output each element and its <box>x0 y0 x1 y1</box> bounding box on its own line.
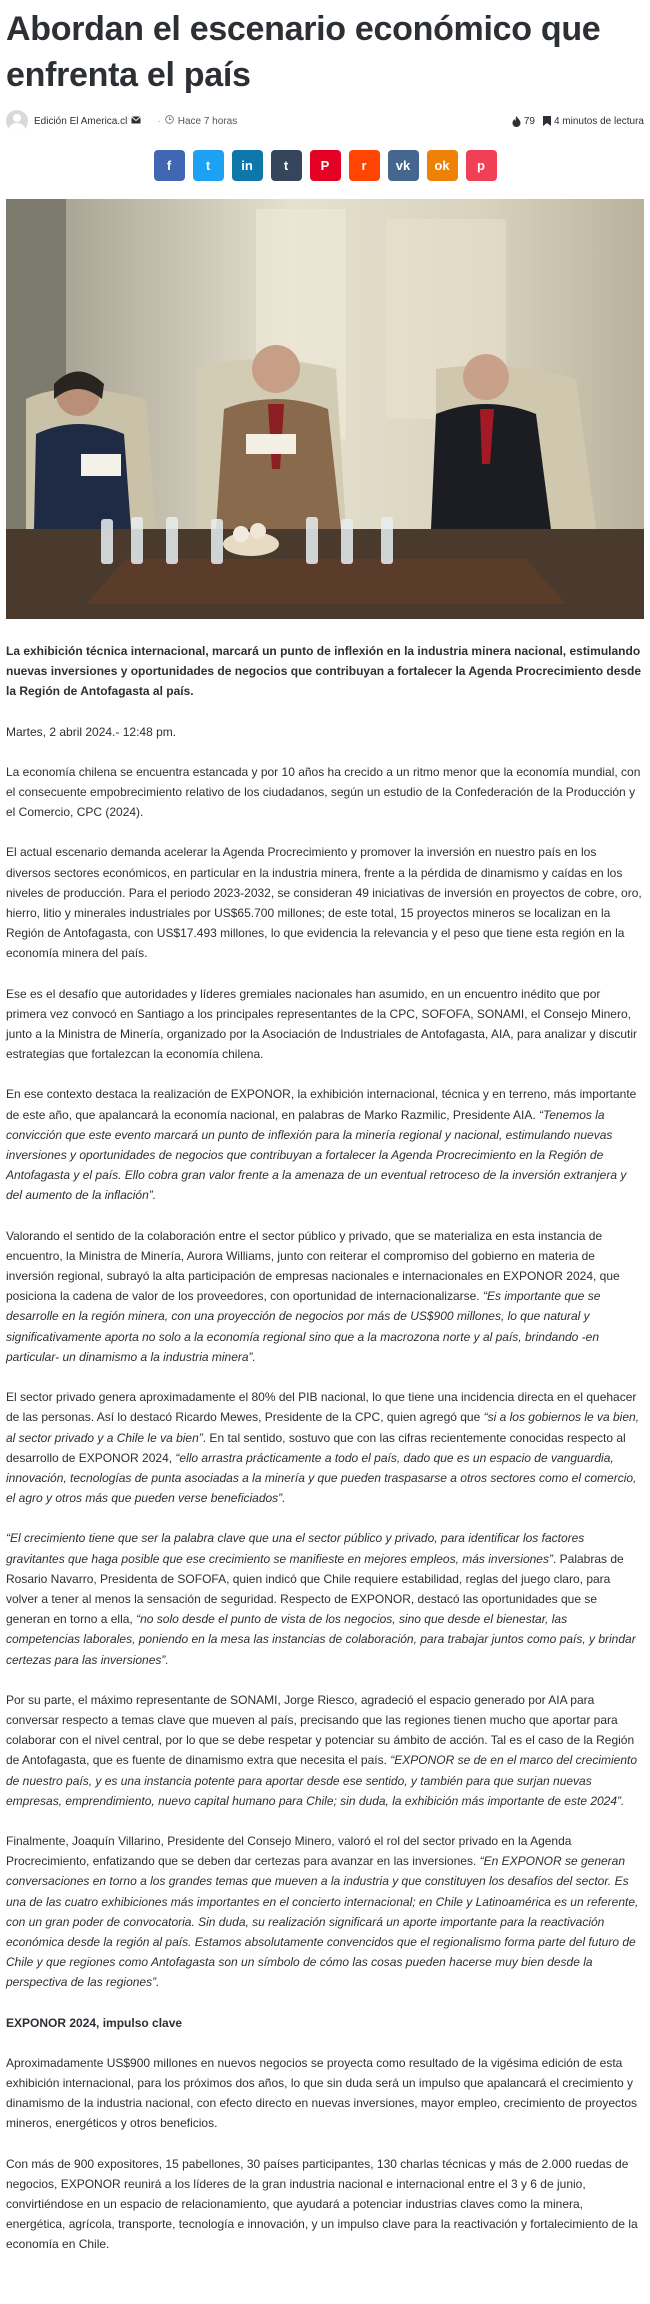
bookmark-icon <box>543 116 551 126</box>
paragraph-4-quote: “Tenemos la convicción que este evento marcará un punto de inflexión para la minería regional y nacional, estimulando nuevas inversiones y oportunidades de negocios que contribuyan a fortalecer la Agenda Procrecimiento en la Región de Antofagasta y el país. Ello cobra gran valor frente a la amenaza de un eventual retroceso de la inversión extranjera y del aumento de la inflación”. <box>6 1107 627 1203</box>
clock-icon <box>165 115 174 127</box>
paragraph-1: La economía chilena se encuentra estancada y por 10 años ha crecido a un ritmo menor que la economía mundial, con el consecuente empobrecimiento relativo de los ciudadanos, según un estudio de la Confederación de la Producción y el Comercio, CPC (2024). <box>6 764 641 820</box>
pinterest-icon: P <box>320 158 330 173</box>
article-body <box>6 641 644 2255</box>
twitter-icon: t <box>205 158 211 173</box>
separator-dot: · <box>157 115 161 127</box>
share-pinterest-button[interactable] <box>310 150 341 181</box>
time-ago: Hace 7 horas <box>177 115 238 127</box>
paragraph-8-quote: “EXPONOR se de en el marco del crecimiento de nuestro país, y es una instancia potente para aportar desde ese sentido, y también para que surjan nuevas empresas, emprendimiento, nuevo capital humano para Chile; sin duda, la exhibición más importante de este 2024”. <box>6 1753 638 1808</box>
views-count: 79 <box>523 115 535 127</box>
fire-icon <box>512 116 521 127</box>
paragraph-6-text-b: . En tal sentido, sostuvo que con las cifras recientemente conocidas respecto al desarrollo de EXPONOR 2024, <box>6 1430 626 1465</box>
paragraph-9-quote: “En EXPONOR se generan conversaciones en torno a los grandes temas que mueven a la industria y que constituyen los desafíos del sector. Es una de las cuatro exhibiciones más importantes en el concierto internacional; en Chile y Latinoamérica es un referente, con un gran poder de convocatoria. Sin duda, su realización significará un aporte importante para la reactivación económica desde la región al país. Estamos absolutamente convencidos que el regionalismo forma parte del futuro de Chile y que regiones como Antofagasta son un símbolo de cómo las cosas pueden hacerse muy bien desde la perspectiva de las regiones”. <box>6 1854 639 1990</box>
paragraph-5-quote: “Es importante que se desarrolle en la región minera, con una proyección de negocios por más de US$900 millones, lo que natural y significativamente aporta no solo a la economía regional sino que a la macrozona norte y al país, brindando -en particular- un dinamismo a la industria minera”. <box>6 1289 601 1364</box>
author-link[interactable]: Edición El America.cl <box>34 115 128 127</box>
article-meta <box>6 108 644 134</box>
article-title: Abordan el escenario económico que enfrenta el país <box>6 10 601 94</box>
odnoklassniki-icon: ok <box>434 158 450 173</box>
mail-icon[interactable] <box>131 116 141 127</box>
paragraph-7 <box>6 1528 642 1669</box>
share-tumblr-button[interactable] <box>271 150 302 181</box>
share-odnoklassniki-button[interactable] <box>427 150 458 181</box>
tumblr-icon: t <box>283 158 289 173</box>
paragraph-7-quote-a: “El crecimiento tiene que ser la palabra clave que una el sector público y privado, para identificar los factores gravitantes que haga posible que ese crecimiento se manifieste en mejores empleos, más inversiones” <box>6 1531 585 1566</box>
paragraph-5 <box>6 1226 642 1367</box>
paragraph-11: Con más de 900 expositores, 15 pabellones, 30 países participantes, 130 charlas técnicas y más de 2.000 ruedas de negocios, EXPONOR reunirá a los líderes de la gran industria nacional e internacional entre el 3 y 6 de junio, convirtiéndose en un espacio de relacionamiento, que ayudará a potenciar industrias claves como la minera, energética, agrícola, transporte, tecnología e innovación, y un impulso clave para la reactivación y fortalecimiento de la economía en Chile. <box>6 2156 638 2252</box>
vk-icon: vk <box>395 158 411 173</box>
paragraph-5-text: Valorando el sentido de la colaboración entre el sector público y privado, que se materializa en esta instancia de encuentro, la Ministra de Minería, Aurora Williams, junto con reiterar el compromiso del gobierno en materia de inversión regional, subrayó la alta participación de empresas nacionales e internacionales en EXPONOR 2024, que posiciona la cadena de valor de los proveedores, con oportunidad de internacionalizarse. <box>6 1228 620 1304</box>
section-subheading: EXPONOR 2024, impulso clave <box>6 2015 183 2030</box>
meeting-photo-icon <box>6 199 644 619</box>
paragraph-4 <box>6 1084 642 1205</box>
article-photo <box>6 199 644 619</box>
author-avatar[interactable] <box>6 110 28 132</box>
article-dateline: Martes, 2 abril 2024.- 12:48 pm. <box>6 724 177 739</box>
paragraph-3: Ese es el desafío que autoridades y líderes gremiales nacionales han asumido, en un encuentro inédito que por primera vez convocó en Santiago a los principales representantes de la CPC, SOFOFA, SONAMI, el Consejo Minero, junto a la Ministra de Minería, organizado por la Asociación de Industriales de Antofagasta, AIA, para analizar y discutir estrategias que fortalezcan la economía chilena. <box>6 986 638 1062</box>
article-lead: La exhibición técnica internacional, marcará un punto de inflexión en la industria minera nacional, estimulando nuevas inversiones y oportunidades de negocios que contribuyan a fortalecer la Agenda Procrecimiento desde la Región de Antofagasta al país. <box>6 644 642 699</box>
paragraph-6 <box>6 1387 642 1508</box>
paragraph-2: El actual escenario demanda acelerar la Agenda Procrecimiento y promover la inversión en nuestro país en los diversos sectores económicos, en particular en la industria minera, frente a la pérdida de dinamismo y caídas en los niveles de producción. Para el periodo 2023-2032, se consideran 49 iniciativas de inversión en proyectos de cobre, oro, hierro, litio y minerales industriales por US$65.700 millones; de este total, 15 proyectos mineros se localizan en la Región de Antofagasta, con US$17.493 millones, lo que evidencia la relevancia y el peso que tiene esta región en la economía minera del país. <box>6 845 642 961</box>
read-time-stat <box>543 116 644 127</box>
paragraph-4-text: En ese contexto destaca la realización de EXPONOR, la exhibición internacional, técnica y en terreno, más importante de este año, que apalancará la economía nacional, en palabras de Marko Razmilic, Presidente AIA. <box>6 1087 637 1122</box>
facebook-icon: f <box>166 158 172 173</box>
pocket-icon: p <box>477 158 485 173</box>
paragraph-10: Aproximadamente US$900 millones en nuevos negocios se proyecta como resultado de la vigésima edición de esta exhibición internacional, para los próximos dos años, lo que sin duda será un impulso que apalancará el crecimiento y dinamismo de la industria nacional, con efecto directo en nuevas inversiones, mayor empleo, crecimiento de proyectos mineros, energéticos y otros beneficios. <box>6 2055 637 2131</box>
paragraph-9-text: Finalmente, Joaquín Villarino, Presidente del Consejo Minero, valoró el rol del sector privado en la Agenda Procrecimiento, enfatizando que se deben dar certezas para avanzar en las inversiones. <box>6 1833 572 1869</box>
share-vk-button[interactable] <box>388 150 419 181</box>
paragraph-6-text-a: El sector privado genera aproximadamente el 80% del PIB nacional, lo que tiene una incidencia directa en el quehacer de las personas. Así lo destacó Ricardo Mewes, Presidente de la CPC, quien agregó que <box>6 1390 637 1425</box>
article-page <box>0 6 650 2304</box>
share-reddit-button[interactable] <box>349 150 380 181</box>
paragraph-9 <box>6 1831 642 1993</box>
paragraph-6-quote-b: “ello arrastra prácticamente a todo el país, dado que es un espacio de vanguardia, innovación, tecnologías de punta asociadas a la minería y que pueden traspasarse a otros sectores como el comercio, el agro y otros más que pueden verse beneficiados”. <box>6 1450 637 1506</box>
views-stat <box>512 116 535 127</box>
paragraph-7-text: . Palabras de Rosario Navarro, Presidenta de SOFOFA, quien indicó que Chile requiere estabilidad, reglas del juego claro, para volver a tener al menos la sensación de seguridad. Respecto de EXPONOR, destacó las oportunidades que se generan en torno a ella, <box>6 1551 624 1627</box>
paragraph-8 <box>6 1690 642 1811</box>
share-pocket-button[interactable] <box>466 150 497 181</box>
read-time: 4 minutos de lectura <box>553 115 644 127</box>
share-facebook-button[interactable] <box>154 150 185 181</box>
share-linkedin-button[interactable] <box>232 150 263 181</box>
share-buttons <box>6 150 644 181</box>
paragraph-6-quote-a: “si a los gobiernos le va bien, al sector privado y a Chile le va bien” <box>6 1410 640 1445</box>
reddit-icon: r <box>361 158 367 173</box>
paragraph-7-quote-b: “no solo desde el punto de vista de los negocios, sino que desde el bienestar, las competencias laborales, poniendo en la mesa las instancias de colaboración, para trabajar juntos como país, y brindar certezas para las inversiones”. <box>6 1612 636 1667</box>
linkedin-icon: in <box>241 158 253 173</box>
share-twitter-button[interactable] <box>193 150 224 181</box>
paragraph-8-text: Por su parte, el máximo representante de SONAMI, Jorge Riesco, agradeció el espacio generado por AIA para conversar respecto a temas clave que mueven al país, precisando que las regiones tienen mucho que aportar para colaborar con el nivel central, por lo que se debe respetar y potenciar su ámbito de acción. Tal es el caso de la Región de Antofagasta, que es fuente de dinamismo extra que necesita el país. <box>6 1692 635 1768</box>
